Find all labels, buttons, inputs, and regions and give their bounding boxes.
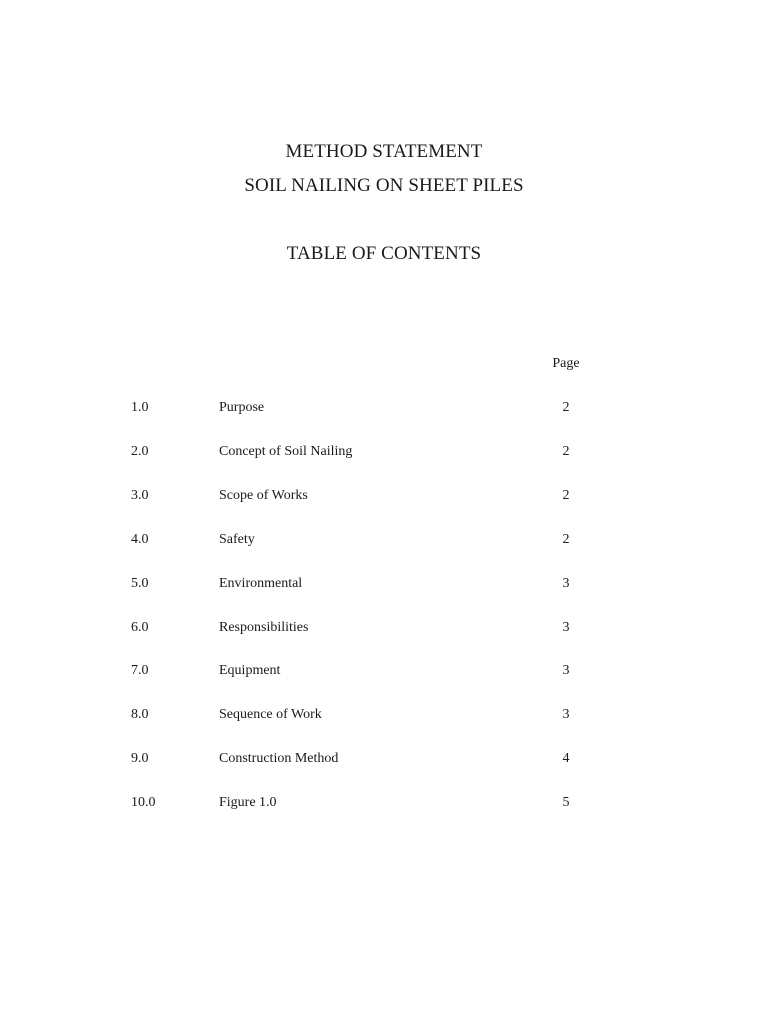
toc-label: Equipment bbox=[219, 663, 281, 678]
toc-page-number: 4 bbox=[562, 751, 570, 766]
toc-label: Sequence of Work bbox=[219, 707, 322, 722]
page-column-header: Page bbox=[552, 356, 580, 371]
toc-row bbox=[0, 398, 768, 418]
toc-row bbox=[0, 793, 768, 813]
toc-label: Figure 1.0 bbox=[219, 795, 277, 810]
toc-number: 7.0 bbox=[131, 663, 149, 678]
toc-row bbox=[0, 749, 768, 769]
toc-number: 6.0 bbox=[131, 620, 149, 635]
toc-label: Purpose bbox=[219, 400, 265, 415]
toc-row bbox=[0, 618, 768, 638]
toc-row bbox=[0, 705, 768, 725]
toc-number: 3.0 bbox=[131, 488, 149, 503]
toc-page-number: 2 bbox=[562, 400, 570, 415]
toc-label: Construction Method bbox=[219, 751, 339, 766]
toc-label: Concept of Soil Nailing bbox=[219, 444, 353, 459]
toc-number: 9.0 bbox=[131, 751, 149, 766]
toc-number: 8.0 bbox=[131, 707, 149, 722]
toc-page-number: 3 bbox=[562, 707, 570, 722]
toc-page-number: 2 bbox=[562, 488, 570, 503]
document-subtitle: SOIL NAILING ON SHEET PILES bbox=[244, 175, 524, 196]
toc-number: 1.0 bbox=[131, 400, 149, 415]
toc-label: Scope of Works bbox=[219, 488, 308, 503]
toc-row bbox=[0, 530, 768, 550]
toc-page-number: 3 bbox=[562, 663, 570, 678]
toc-row bbox=[0, 574, 768, 594]
toc-number: 4.0 bbox=[131, 532, 149, 547]
toc-number: 2.0 bbox=[131, 444, 149, 459]
toc-label: Safety bbox=[219, 532, 255, 547]
toc-page-number: 2 bbox=[562, 444, 570, 459]
toc-row bbox=[0, 661, 768, 681]
toc-number: 10.0 bbox=[131, 795, 156, 810]
toc-page-number: 2 bbox=[562, 532, 570, 547]
toc-label: Environmental bbox=[219, 576, 303, 591]
toc-page-number: 3 bbox=[562, 576, 570, 591]
toc-page-number: 3 bbox=[562, 620, 570, 635]
toc-page-number: 5 bbox=[562, 795, 570, 810]
document-title: METHOD STATEMENT bbox=[285, 141, 483, 162]
toc-label: Responsibilities bbox=[219, 620, 309, 635]
toc-heading: TABLE OF CONTENTS bbox=[286, 243, 482, 264]
toc-row bbox=[0, 442, 768, 462]
toc-row bbox=[0, 486, 768, 506]
toc-number: 5.0 bbox=[131, 576, 149, 591]
